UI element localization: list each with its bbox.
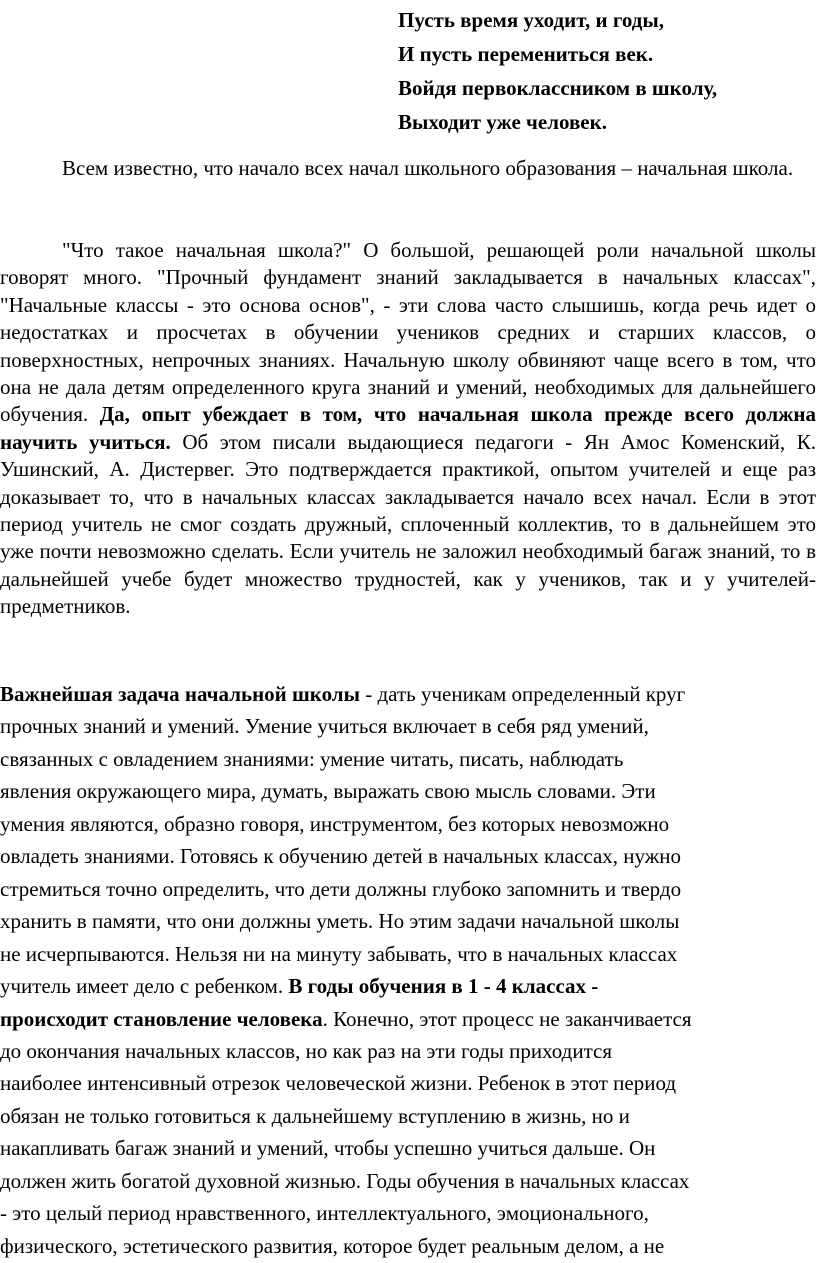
paragraph-text: Об этом писали выдающиеся педагоги - Ян Амос Коменский, К. Ушинский, А. Дистервег. Это подтверждается практикой, опытом учителей и еще раз доказывает то, что в начальных классах закладывается начало всех начал. Если в этот период учитель не смог создать дружный, сплоченный коллектив, то в дальнейшем это уже почти невозможно сделать. Если учитель не заложил необходимый багаж знаний, то в дальнейшей учебе будет множество трудностей, как у учеников, так и у учителей-предметников. bbox=[0, 429, 816, 619]
paragraph-primary-school-role bbox=[0, 237, 816, 621]
text-line: до окончания начальных классов, но как раз на эти годы приходится bbox=[0, 1038, 613, 1063]
poem-line: И пусть перемениться век. bbox=[398, 42, 654, 66]
text-line: обязан не только готовиться к дальнейшему вступлению в жизнь, но и bbox=[0, 1103, 630, 1128]
text-line bbox=[0, 1003, 816, 1035]
poem-line: Пусть время уходит, и годы, bbox=[398, 8, 665, 32]
text-line: явления окружающего мира, думать, выражать свою мысль словами. Эти bbox=[0, 779, 656, 804]
text-fragment: . Конечно, этот процесс не заканчивается bbox=[322, 1006, 692, 1031]
text-fragment: учитель имеет дело с ребенком. bbox=[0, 974, 289, 999]
text-line: физического, эстетического развития, которое будет реальным делом, а не bbox=[0, 1233, 665, 1258]
text-line: накапливать багаж знаний и умений, чтобы успешно учиться дальше. Он bbox=[0, 1136, 656, 1161]
text-line: умения являются, образно говоря, инструментом, без которых невозможно bbox=[0, 811, 670, 836]
bold-phrase: происходит становление человека bbox=[0, 1006, 323, 1031]
text-line: должен жить богатой духовной жизнью. Годы обучения в начальных классах bbox=[0, 1168, 690, 1193]
paragraph-intro-text: Всем известно, что начало всех начал школьного образования – начальная школа. bbox=[62, 156, 794, 180]
text-fragment: - дать ученикам определенный круг bbox=[359, 682, 686, 706]
paragraph-main-task bbox=[0, 678, 816, 1262]
text-line: наиболее интенсивный отрезок человеческой жизни. Ребенок в этот период bbox=[0, 1071, 677, 1096]
bold-phrase: Важнейшая задача начальной школы bbox=[0, 682, 360, 706]
text-line: - это целый период нравственного, интеллектуального, эмоционального, bbox=[0, 1201, 649, 1226]
text-line: прочных знаний и умений. Умение учиться включает в себя ряд умений, bbox=[0, 714, 649, 739]
bold-phrase: В годы обучения в 1 - 4 классах - bbox=[288, 974, 599, 999]
epigraph-poem bbox=[398, 3, 717, 139]
text-line: овладеть знаниями. Готовясь к обучению детей в начальных классах, нужно bbox=[0, 844, 681, 869]
text-line bbox=[0, 678, 816, 710]
text-line: хранить в памяти, что они должны уметь. Но этим задачи начальной школы bbox=[0, 909, 680, 934]
paragraph-text: "Что такое начальная школа?" О большой, решающей роли начальной школы говорят много. "Прочный фундамент знаний закладывается в начальных классах", "Начальные классы - это основа основ", - эти слова часто слышишь, когда речь идет о недостатках и просчетах в обучении учеников средних и старших классов, о поверхностных, непрочных знаниях. Начальную школу обвиняют чаще всего в том, что она не дала детям определенного круга знаний и умений, необходимых для дальнейшего обучения. bbox=[0, 238, 816, 427]
text-line: стремиться точно определить, что дети должны глубоко запомнить и твердо bbox=[0, 876, 682, 901]
text-line: связанных с овладением знаниями: умение читать, писать, наблюдать bbox=[0, 746, 624, 771]
paragraph-intro bbox=[0, 155, 816, 182]
poem-line: Войдя первоклассником в школу, bbox=[398, 76, 718, 100]
text-line: не исчерпываются. Нельзя ни на минуту забывать, что в начальных классах bbox=[0, 941, 678, 966]
poem-line: Выходит уже человек. bbox=[398, 110, 607, 134]
paragraph-bold-statement: Да, опыт убеждает в том, что начальная школа прежде всего должна научить учиться. bbox=[0, 402, 816, 454]
text-line bbox=[0, 970, 816, 1002]
